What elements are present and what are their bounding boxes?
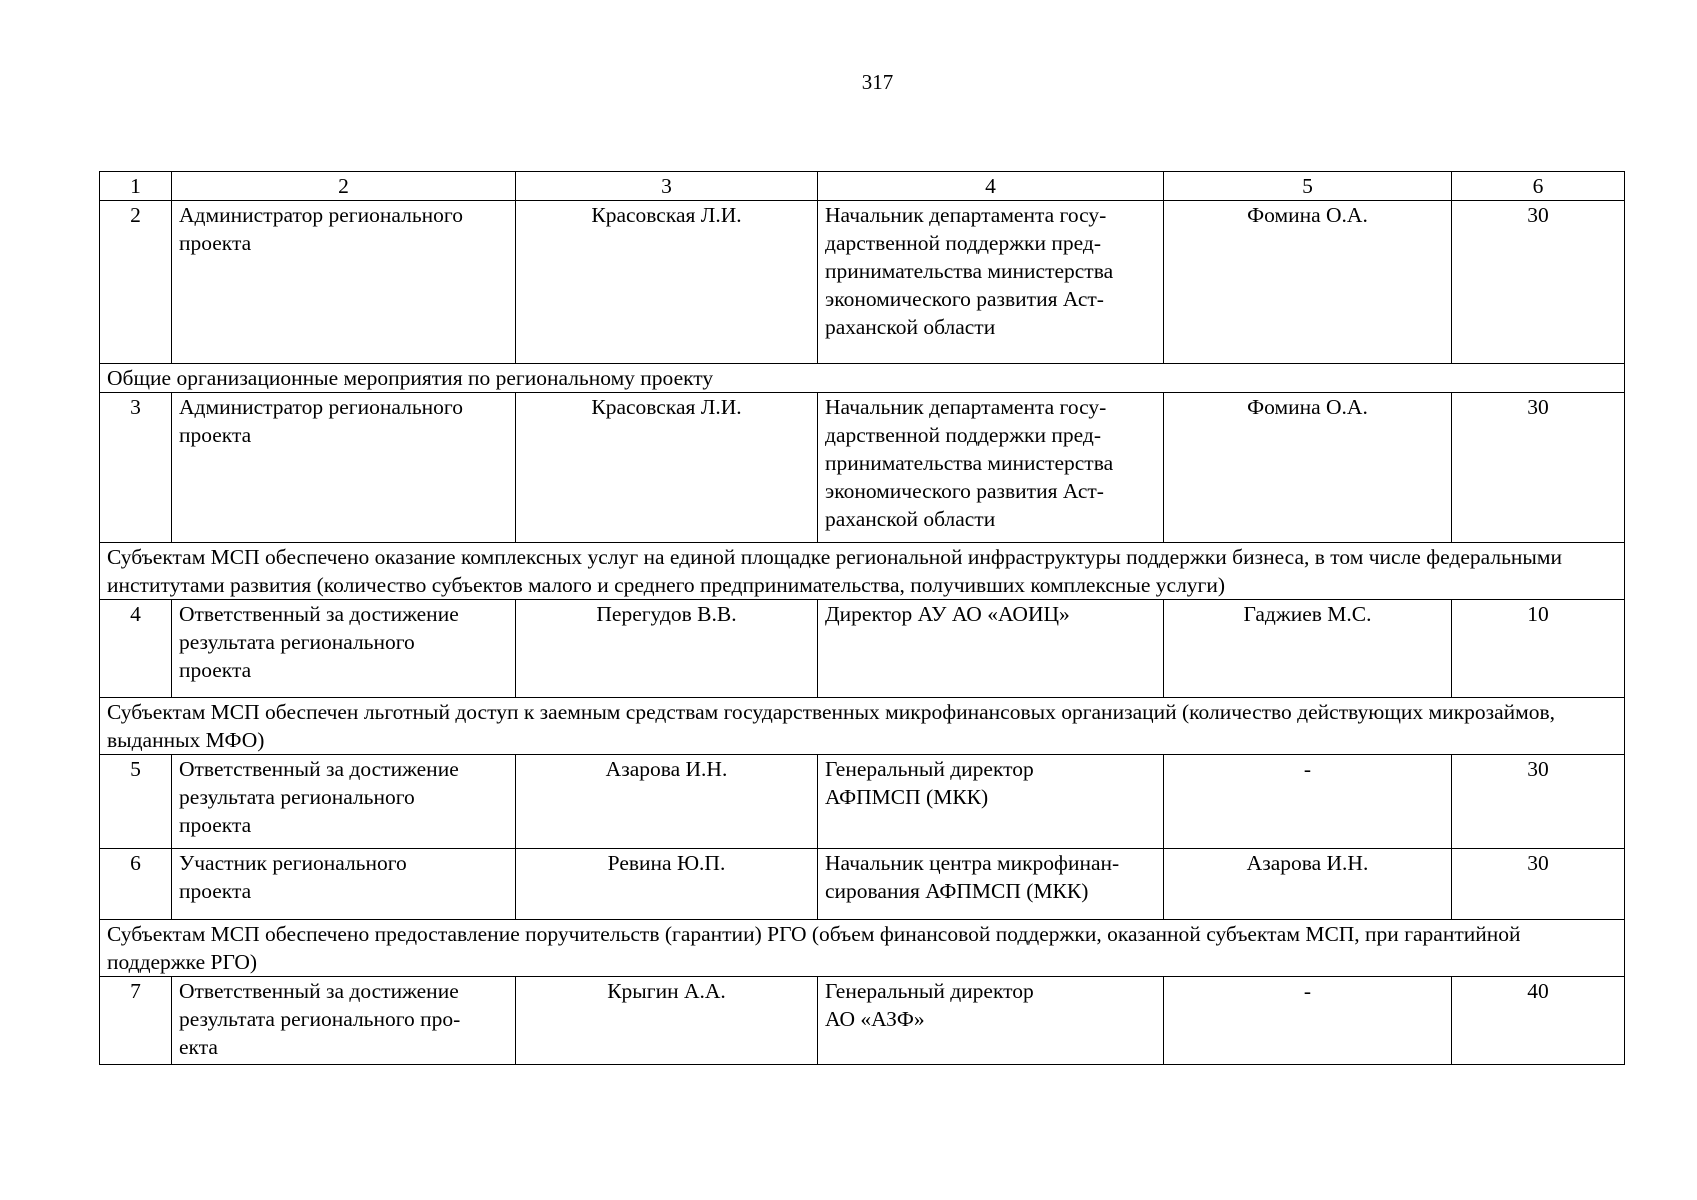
supervisor-cell: Фомина О.А. (1164, 393, 1452, 543)
section-title: Субъектам МСП обеспечено предоставление поручительств (гарантии) РГО (объем финансовой поддержки, оказанной субъектам МСП, при гарантийной поддержке РГО) (100, 920, 1625, 977)
supervisor-cell: - (1164, 755, 1452, 849)
responsibility-table (99, 171, 1625, 1065)
position-cell (818, 977, 1164, 1065)
section-row (100, 920, 1625, 977)
row-number: 2 (100, 201, 172, 364)
table-row (100, 755, 1625, 849)
value-cell: 30 (1452, 393, 1625, 543)
page-number: 317 (861, 70, 894, 94)
role-text: Администратор регионального проекта (179, 203, 463, 255)
role-text: Администратор регионального проекта (179, 395, 463, 447)
position-text: Начальник департамента госу- дарственной поддержки пред- принимательства министерства экономического развития Аст- раханской области (825, 203, 1114, 339)
value-cell: 30 (1452, 849, 1625, 920)
table-row (100, 977, 1625, 1065)
row-number: 7 (100, 977, 172, 1065)
row-number: 5 (100, 755, 172, 849)
role-cell (172, 755, 516, 849)
value-cell: 30 (1452, 201, 1625, 364)
position-text: Директор АУ АО «АОИЦ» (825, 602, 1070, 626)
role-cell (172, 849, 516, 920)
role-cell (172, 600, 516, 698)
table-row (100, 849, 1625, 920)
role-cell (172, 201, 516, 364)
name-cell: Красовская Л.И. (516, 201, 818, 364)
section-row (100, 543, 1625, 600)
name-cell: Крыгин А.А. (516, 977, 818, 1065)
role-text: Участник регионального проекта (179, 851, 407, 903)
role-text: Ответственный за достижение результата регионального про- екта (179, 979, 461, 1059)
column-header: 4 (818, 172, 1164, 201)
column-header: 5 (1164, 172, 1452, 201)
role-text: Ответственный за достижение результата регионального проекта (179, 757, 459, 837)
position-cell (818, 600, 1164, 698)
name-cell: Перегудов В.В. (516, 600, 818, 698)
supervisor-cell: Фомина О.А. (1164, 201, 1452, 364)
value-cell: 40 (1452, 977, 1625, 1065)
row-number: 3 (100, 393, 172, 543)
section-title: Общие организационные мероприятия по региональному проекту (100, 364, 1625, 393)
column-header: 2 (172, 172, 516, 201)
table-row (100, 201, 1625, 364)
position-text: Начальник центра микрофинан- сирования АФПМСП (МКК) (825, 851, 1120, 903)
name-cell: Красовская Л.И. (516, 393, 818, 543)
position-text: Начальник департамента госу- дарственной поддержки пред- принимательства министерства экономического развития Аст- раханской области (825, 395, 1114, 531)
position-cell (818, 755, 1164, 849)
section-title: Субъектам МСП обеспечено оказание комплексных услуг на единой площадке региональной инфраструктуры поддержки бизнеса, в том числе федеральными институтами развития (количество субъектов малого и среднего предпринимательства, получивших комплексные услуги) (100, 543, 1625, 600)
position-cell (818, 393, 1164, 543)
supervisor-cell: Гаджиев М.С. (1164, 600, 1452, 698)
column-header: 1 (100, 172, 172, 201)
position-text: Генеральный директор АФПМСП (МКК) (825, 757, 1034, 809)
role-cell (172, 393, 516, 543)
column-header: 6 (1452, 172, 1625, 201)
section-row (100, 364, 1625, 393)
value-cell: 30 (1452, 755, 1625, 849)
section-row (100, 698, 1625, 755)
section-title: Субъектам МСП обеспечен льготный доступ к заемным средствам государственных микрофинансовых организаций (количество действующих микрозаймов, выданных МФО) (100, 698, 1625, 755)
name-cell: Азарова И.Н. (516, 755, 818, 849)
row-number: 6 (100, 849, 172, 920)
supervisor-cell: - (1164, 977, 1452, 1065)
value-cell: 10 (1452, 600, 1625, 698)
name-cell: Ревина Ю.П. (516, 849, 818, 920)
position-cell (818, 849, 1164, 920)
role-cell (172, 977, 516, 1065)
position-cell (818, 201, 1164, 364)
table-header-row (100, 172, 1625, 201)
supervisor-cell: Азарова И.Н. (1164, 849, 1452, 920)
position-text: Генеральный директор АО «АЗФ» (825, 979, 1034, 1031)
role-text: Ответственный за достижение результата регионального проекта (179, 602, 459, 682)
column-header: 3 (516, 172, 818, 201)
table-row (100, 393, 1625, 543)
row-number: 4 (100, 600, 172, 698)
table-row (100, 600, 1625, 698)
